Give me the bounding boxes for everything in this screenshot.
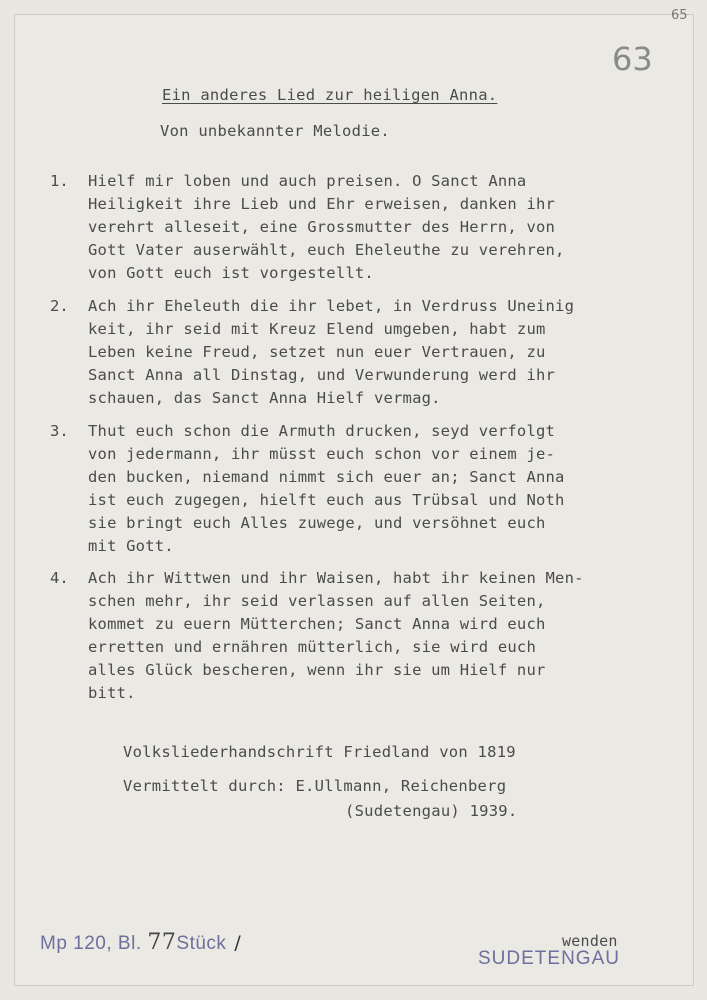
source-mediator: Vermittelt durch: E.Ullmann, Reichenberg (123, 777, 507, 795)
verse-line: den bucken, niemand nimmt sich euer an; Sanct Anna (88, 468, 565, 486)
verse-line: Heiligkeit ihre Lieb und Ehr erweisen, danken ihr (88, 195, 556, 213)
archive-ref-number: 77 (147, 930, 177, 955)
verse-line: von Gott euch ist vorgestellt. (88, 264, 374, 282)
verse-line: schen mehr, ihr seid verlassen auf allen Seiten, (88, 592, 546, 610)
verse-line: erretten und ernähren mütterlich, sie wird euch (88, 638, 536, 656)
verse-line: Sanct Anna all Dinstag, und Verwunderung werd ihr (88, 366, 556, 384)
verse-text (88, 295, 678, 410)
folio-number-small: 65 (671, 8, 688, 23)
source-manuscript: Volksliederhandschrift Friedland von 1819 (123, 743, 516, 761)
folio-number-large: 63 (612, 40, 653, 78)
verse-line: Ach ihr Eheleuth die ihr lebet, in Verdruss Uneinig (88, 297, 575, 315)
turn-over-note: wenden (562, 932, 618, 950)
verse-line: mit Gott. (88, 537, 174, 555)
verse-line: keit, ihr seid mit Kreuz Elend umgeben, habt zum (88, 320, 546, 338)
song-title: Ein anderes Lied zur heiligen Anna. (162, 86, 498, 104)
verse-number: 3. (50, 422, 69, 440)
verse-number: 2. (50, 297, 69, 315)
verse-line: sie bringt euch Alles zuwege, und versöhnet euch (88, 514, 546, 532)
archive-ref-prefix: Mp 120, Bl. (40, 933, 142, 954)
verse-line: von jedermann, ihr müsst euch schon vor einem je- (88, 445, 556, 463)
verse-line: Thut euch schon die Armuth drucken, seyd verfolgt (88, 422, 556, 440)
region-stamp: SUDETENGAU (478, 948, 620, 969)
song-subtitle: Von unbekannter Melodie. (160, 122, 390, 140)
source-region-year: (Sudetengau) 1939. (345, 802, 518, 820)
verse-line: verehrt alleseit, eine Grossmutter des Herrn, von (88, 218, 556, 236)
verse-text (88, 567, 678, 705)
verse-text (88, 420, 678, 558)
verse-text (88, 170, 678, 285)
verse-line: kommet zu euern Mütterchen; Sanct Anna wird euch (88, 615, 546, 633)
verse-line: Ach ihr Wittwen und ihr Waisen, habt ihr keinen Men- (88, 569, 584, 587)
verse-number: 1. (50, 172, 69, 190)
verse-line: Hielf mir loben und auch preisen. O Sanct Anna (88, 172, 527, 190)
verse-line: bitt. (88, 684, 136, 702)
verse-line: schauen, das Sanct Anna Hielf vermag. (88, 389, 441, 407)
verse-number: 4. (50, 569, 69, 587)
archive-ref-suffix: Stück (176, 933, 227, 954)
verse-line: ist euch zugegen, hielft euch aus Trübsal und Noth (88, 491, 565, 509)
verse-line: alles Glück bescheren, wenn ihr sie um Hielf nur (88, 661, 546, 679)
verse-line: Gott Vater auserwählt, euch Eheleuthe zu verehren, (88, 241, 565, 259)
slash-mark-icon: / (234, 932, 242, 954)
verse-line: Leben keine Freud, setzet nun euer Vertrauen, zu (88, 343, 546, 361)
archive-reference-stamp (40, 930, 241, 955)
